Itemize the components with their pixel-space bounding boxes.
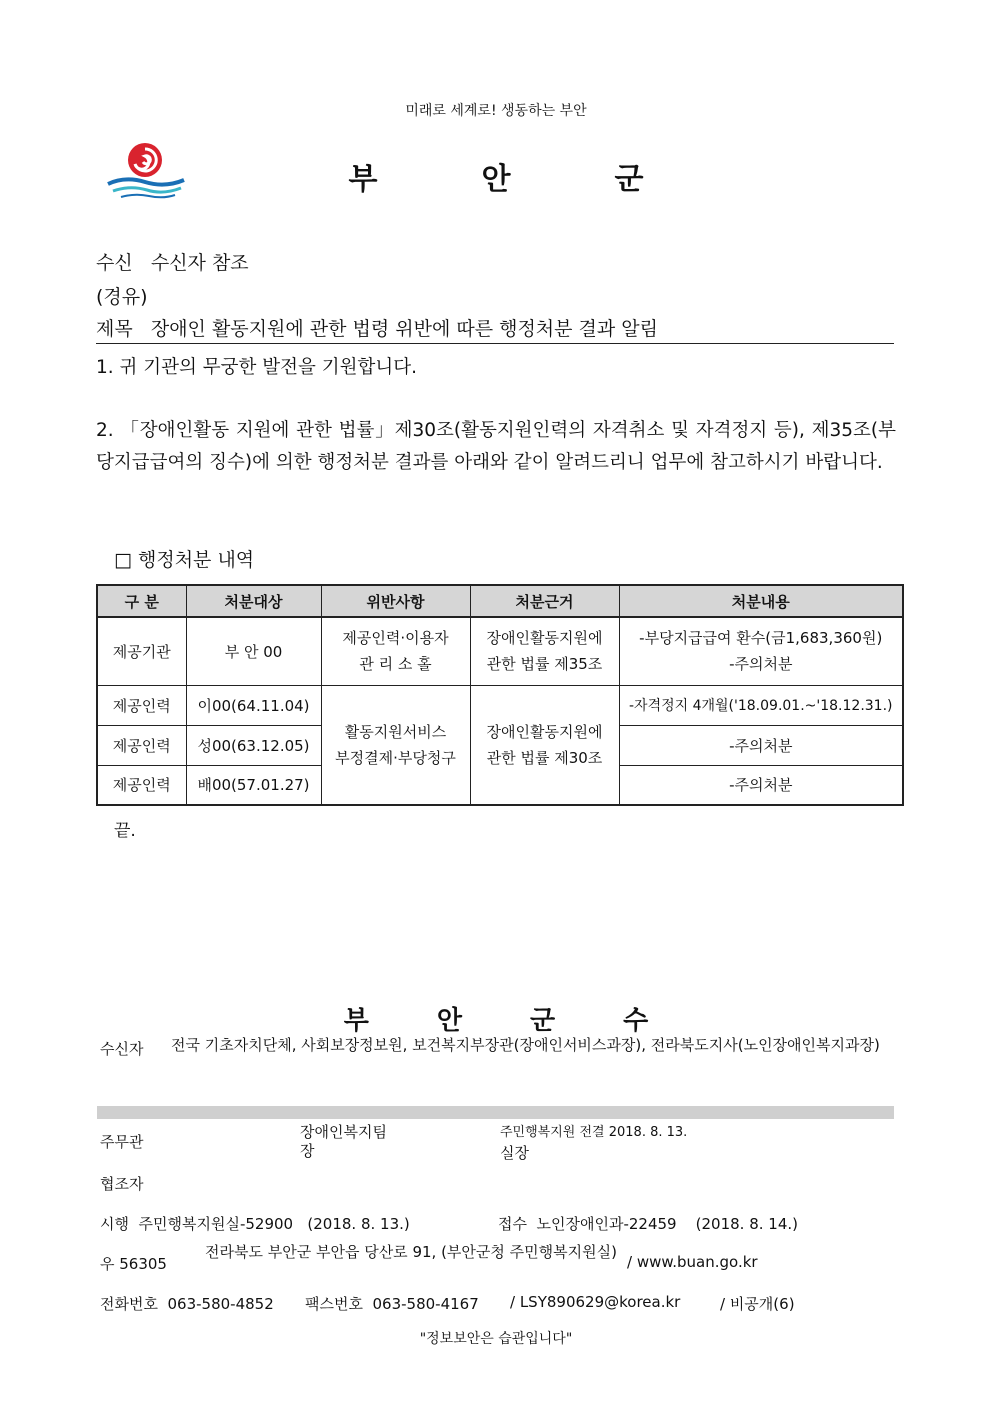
subject-line bbox=[96, 314, 658, 341]
disposition-table bbox=[96, 584, 904, 806]
email-link[interactable]: / LSY890629@korea.kr bbox=[510, 1293, 681, 1311]
basis-line: 관한 법률 제35조 bbox=[486, 655, 603, 674]
basis-cell bbox=[470, 685, 619, 805]
subject-value: 장애인 활동지원에 관한 법령 위반에 따른 행정처분 결과 알림 bbox=[150, 318, 659, 340]
section-title: □ 행정처분 내역 bbox=[114, 549, 255, 571]
footer-band bbox=[97, 1106, 894, 1119]
receiver-line bbox=[96, 248, 249, 275]
content-cell: -주의처분 bbox=[619, 725, 903, 765]
website-link[interactable]: / www.buan.go.kr bbox=[627, 1253, 758, 1271]
target-cell: 성00(63.12.05) bbox=[186, 725, 321, 765]
org-char: 안 bbox=[481, 162, 511, 197]
phone: 전화번호 063-580-4852 bbox=[100, 1295, 274, 1313]
table-row bbox=[97, 685, 903, 725]
paragraph-2: 2. 「장애인활동 지원에 관한 법률」제30조(활동지원인력의 자격취소 및 자격정지 등), 제35조(부당지급급여의 징수)에 의한 행정처분 결과를 아래와 같이 알려드리니 업무에 참고하시기 바랍니다. bbox=[96, 420, 896, 473]
violation-cell bbox=[321, 617, 470, 685]
type-cell: 제공인력 bbox=[97, 685, 186, 725]
cooperator-label: 협조자 bbox=[100, 1175, 144, 1193]
approval-line: 주민행복지원 전결 2018. 8. 13. bbox=[500, 1125, 688, 1140]
zip-code: 우 56305 bbox=[100, 1255, 167, 1273]
content-cell: -자격정지 4개월('18.09.01.~'18.12.31.) bbox=[619, 685, 903, 725]
violation-cell bbox=[321, 685, 470, 805]
approval-block bbox=[500, 1123, 687, 1163]
signature bbox=[0, 1000, 992, 1037]
recipients-value: 전국 기초자치단체, 사회보장정보원, 보건복지부장관(장애인서비스과장), 전라북도지사(노인장애인복지과장) bbox=[171, 1036, 880, 1054]
fax: 팩스번호 063-580-4167 bbox=[305, 1295, 479, 1313]
header-cell: 처분근거 bbox=[470, 585, 619, 617]
violation-line: 부정결제·부당청구 bbox=[335, 748, 456, 767]
org-char: 군 bbox=[614, 162, 644, 197]
signature-char: 부 bbox=[343, 1006, 369, 1036]
slogan: 미래로 세계로! 생동하는 부안 bbox=[405, 103, 587, 119]
header-cell: 위반사항 bbox=[321, 585, 470, 617]
type-cell: 제공인력 bbox=[97, 765, 186, 805]
address: 전라북도 부안군 부안읍 당산로 91, (부안군청 주민행복지원실) bbox=[205, 1243, 617, 1261]
content-line: -부당지급급여 환수(금1,683,360원) bbox=[639, 629, 883, 648]
type-cell: 제공기관 bbox=[97, 617, 186, 685]
header-cell: 처분내용 bbox=[619, 585, 903, 617]
table-row bbox=[97, 617, 903, 685]
table-header-row bbox=[97, 585, 903, 617]
subject-divider bbox=[96, 343, 894, 344]
team-lead: 장애인복지팀장 bbox=[300, 1123, 387, 1160]
receiver-value: 수신자 참조 bbox=[150, 252, 249, 274]
basis-line: 장애인활동지원에 bbox=[486, 722, 603, 741]
receipt-info: 접수 노인장애인과-22459 (2018. 8. 14.) bbox=[498, 1215, 799, 1233]
basis-cell bbox=[470, 617, 619, 685]
violation-line: 활동지원서비스 bbox=[344, 722, 447, 741]
signature-char: 군 bbox=[530, 1006, 556, 1036]
enforce-info: 시행 주민행복지원실-52900 (2018. 8. 13.) bbox=[100, 1215, 410, 1233]
content-cell bbox=[619, 617, 903, 685]
approval-line: 실장 bbox=[500, 1144, 529, 1162]
violation-line: 제공인력·이용자 bbox=[342, 629, 449, 648]
content-line: -주의처분 bbox=[729, 655, 793, 674]
content-cell: -주의처분 bbox=[619, 765, 903, 805]
basis-line: 관한 법률 제30조 bbox=[486, 748, 603, 767]
violation-line: 관 리 소 홀 bbox=[359, 655, 432, 674]
paragraph-1: 1. 귀 기관의 무궁한 발전을 기원합니다. bbox=[96, 357, 418, 378]
signature-char: 안 bbox=[436, 1006, 462, 1036]
type-cell: 제공인력 bbox=[97, 725, 186, 765]
target-cell: 부 안 00 bbox=[186, 617, 321, 685]
basis-line: 장애인활동지원에 bbox=[486, 629, 603, 648]
receiver-label: 수신 bbox=[96, 252, 133, 274]
subject-label: 제목 bbox=[96, 318, 133, 340]
via-line: (경유) bbox=[96, 286, 148, 308]
org-title bbox=[0, 154, 992, 198]
header-cell: 처분대상 bbox=[186, 585, 321, 617]
recipients-label: 수신자 bbox=[100, 1040, 144, 1058]
staff-label: 주무관 bbox=[100, 1133, 144, 1151]
signature-char: 수 bbox=[623, 1006, 649, 1036]
org-char: 부 bbox=[348, 162, 378, 197]
end-mark: 끝. bbox=[114, 821, 136, 841]
header-cell: 구 분 bbox=[97, 585, 186, 617]
target-cell: 이00(64.11.04) bbox=[186, 685, 321, 725]
security-motto: "정보보안은 습관입니다" bbox=[419, 1331, 573, 1347]
disclosure: / 비공개(6) bbox=[720, 1295, 795, 1313]
target-cell: 배00(57.01.27) bbox=[186, 765, 321, 805]
